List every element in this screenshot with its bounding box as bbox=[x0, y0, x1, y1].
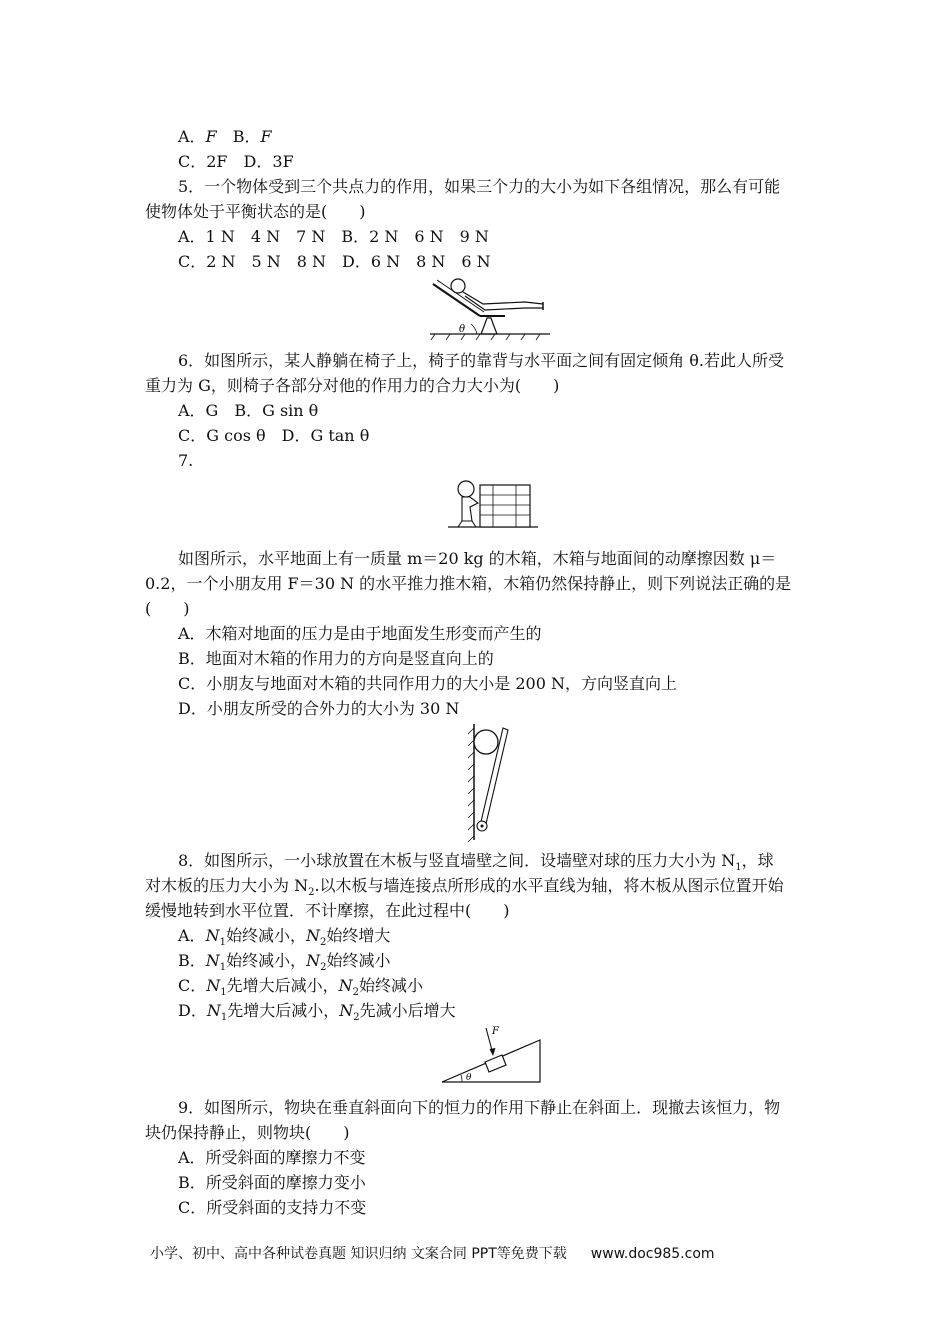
q5-stem-line2: 使物体处于平衡状态的是( ) bbox=[145, 202, 366, 221]
q8-stem-line2-b: .以木板与墙连接点所形成的水平直线为轴，将木板从图示位置开始 bbox=[314, 876, 784, 895]
q8-opt-a-mid: 始终减小， bbox=[225, 926, 306, 945]
angle-theta-label: θ bbox=[459, 324, 466, 335]
q4-opt-a-value: F bbox=[205, 127, 217, 146]
q8-opt-b-n1: N bbox=[205, 951, 220, 970]
wooden-box bbox=[480, 485, 530, 527]
q4-opt-a-label: A． bbox=[178, 127, 206, 146]
q8-opt-a-n1: N bbox=[205, 926, 220, 945]
q7-option-b: B．地面对木箱的作用力的方向是竖直向上的 bbox=[178, 649, 494, 668]
q6-options-ab: A．G B．G sin θ bbox=[178, 401, 319, 420]
q8-opt-b-n2-sub: 2 bbox=[320, 962, 327, 974]
q8-opt-a-n2: N bbox=[305, 926, 320, 945]
q8-stem-line1-tail: ，球 bbox=[741, 851, 774, 870]
q8-opt-d-end: 先减小后增大 bbox=[359, 1001, 456, 1020]
q7-option-c: C．小朋友与地面对木箱的共同作用力的大小是 200 N，方向竖直向上 bbox=[178, 674, 677, 693]
q8-opt-c-n2-sub: 2 bbox=[352, 987, 360, 999]
q8-opt-b-n2: N bbox=[306, 951, 321, 970]
q8-opt-b-n1-sub: 1 bbox=[219, 962, 227, 974]
q5-options-cd: C．2 N 5 N 8 N D．6 N 8 N 6 N bbox=[178, 252, 491, 271]
incline-theta-label: θ bbox=[466, 1073, 472, 1083]
chair-backrest bbox=[433, 284, 480, 316]
q8-opt-c-end: 始终减小 bbox=[359, 976, 424, 995]
q8-opt-b-mid: 始终减小， bbox=[226, 951, 307, 970]
q4-opt-b-value: F bbox=[260, 127, 272, 146]
person-body bbox=[463, 292, 543, 304]
q7-stem-line3: ( ) bbox=[145, 599, 190, 618]
small-ball bbox=[474, 730, 498, 754]
q8-opt-c-mid: 先增大后减小， bbox=[226, 976, 339, 995]
q8-opt-a-label: A． bbox=[178, 926, 206, 945]
q8-opt-c-n1-sub: 1 bbox=[220, 987, 227, 999]
chair-base bbox=[481, 318, 497, 334]
q9-option-b: B．所受斜面的摩擦力变小 bbox=[178, 1173, 366, 1192]
q6-stem-line2: 重力为 G，则椅子各部分对他的作用力的合力大小为( ) bbox=[145, 376, 560, 395]
q4-opt-c-value: 2F bbox=[206, 152, 228, 171]
q6-options-cd: C．G cos θ D．G tan θ bbox=[178, 426, 370, 445]
footer-text: 小学、初中、高中各种试卷真题 知识归纳 文案合同 PPT等免费下载 bbox=[150, 1246, 567, 1262]
q8-opt-a-n1-sub: 1 bbox=[219, 937, 226, 949]
q7-stem-line2: 0.2，一个小朋友用 F＝30 N 的水平推力推木箱，木箱仍然保持静止，则下列说法正确的是 bbox=[145, 574, 792, 593]
q8-opt-c-label: C． bbox=[178, 976, 207, 995]
q4-options-cd bbox=[178, 151, 294, 173]
child-body bbox=[462, 497, 478, 521]
q8-option-d bbox=[178, 1000, 456, 1029]
q5-stem-line1: 5．一个物体受到三个共点力的作用，如果三个力的大小为如下各组情况，那么有可能 bbox=[178, 177, 781, 196]
q8-opt-d-mid: 先增大后减小， bbox=[227, 1001, 340, 1020]
footer-url-link[interactable]: www.doc985.com bbox=[590, 1246, 715, 1262]
q9-option-c: C．所受斜面的支持力不变 bbox=[178, 1198, 367, 1217]
child-head bbox=[458, 481, 474, 497]
q8-opt-d-n2-sub: 2 bbox=[353, 1012, 360, 1024]
q7-number: 7. bbox=[178, 451, 194, 470]
q4-opt-c-label: C． bbox=[178, 152, 207, 171]
q4-opt-d-value: 3F bbox=[272, 152, 294, 171]
q8-opt-c-n1: N bbox=[206, 976, 221, 995]
page-footer bbox=[150, 1243, 715, 1263]
q8-opt-d-n1: N bbox=[206, 1001, 221, 1020]
q9-stem-line2: 块仍保持静止，则物块( ) bbox=[145, 1123, 350, 1142]
q4-opt-b-label: B． bbox=[232, 127, 261, 146]
q8-opt-b-label: B． bbox=[178, 951, 206, 970]
child-pushing-box-figure bbox=[448, 475, 538, 530]
q8-opt-d-n1-sub: 1 bbox=[220, 1012, 228, 1024]
reclining-chair-figure bbox=[425, 274, 555, 342]
q9-option-a: A．所受斜面的摩擦力不变 bbox=[178, 1148, 366, 1167]
q4-opt-d-label: D． bbox=[243, 152, 273, 171]
q7-option-a: A．木箱对地面的压力是由于地面发生形变而产生的 bbox=[178, 624, 542, 643]
q8-stem-line1-text: 8．如图所示，一小球放置在木板与竖直墙壁之间．设墙壁对球的压力大小为 N bbox=[178, 851, 736, 870]
q8-opt-a-end: 始终增大 bbox=[326, 926, 391, 945]
q5-options-ab: A．1 N 4 N 7 N B．2 N 6 N 9 N bbox=[178, 227, 489, 246]
q4-options-ab bbox=[178, 126, 272, 148]
q8-stem-line2-sub: 2 bbox=[308, 887, 315, 899]
person-head bbox=[451, 279, 465, 293]
q8-opt-d-label: D． bbox=[178, 1001, 207, 1020]
q6-stem-line1: 6．如图所示，某人静躺在椅子上，椅子的靠背与水平面之间有固定倾角 θ.若此人所受 bbox=[178, 351, 784, 370]
force-f-label: F bbox=[492, 1026, 499, 1037]
q8-opt-a-n2-sub: 2 bbox=[319, 937, 327, 949]
angle-arc bbox=[471, 324, 477, 334]
q8-opt-c-n2: N bbox=[338, 976, 353, 995]
q8-stem-line1-sub: 1 bbox=[735, 862, 742, 874]
ball-wall-board-figure bbox=[458, 722, 518, 842]
q8-opt-d-n2: N bbox=[339, 1001, 354, 1020]
incline-block-figure bbox=[438, 1020, 548, 1086]
q8-stem-line2-a: 对木板的压力大小为 N bbox=[145, 876, 309, 895]
q8-opt-b-end: 始终减小 bbox=[326, 951, 391, 970]
q7-stem-line1: 如图所示，水平地面上有一质量 m＝20 kg 的木箱，木箱与地面间的动摩擦因数 μ＝ bbox=[178, 549, 777, 568]
q9-stem-line1: 9．如图所示，物块在垂直斜面向下的恒力的作用下静止在斜面上．现撤去该恒力，物 bbox=[178, 1098, 781, 1117]
q8-stem-line3: 缓慢地转到水平位置．不计摩擦，在此过程中( ) bbox=[145, 901, 510, 920]
q7-option-d: D．小朋友所受的合外力的大小为 30 N bbox=[178, 699, 460, 718]
